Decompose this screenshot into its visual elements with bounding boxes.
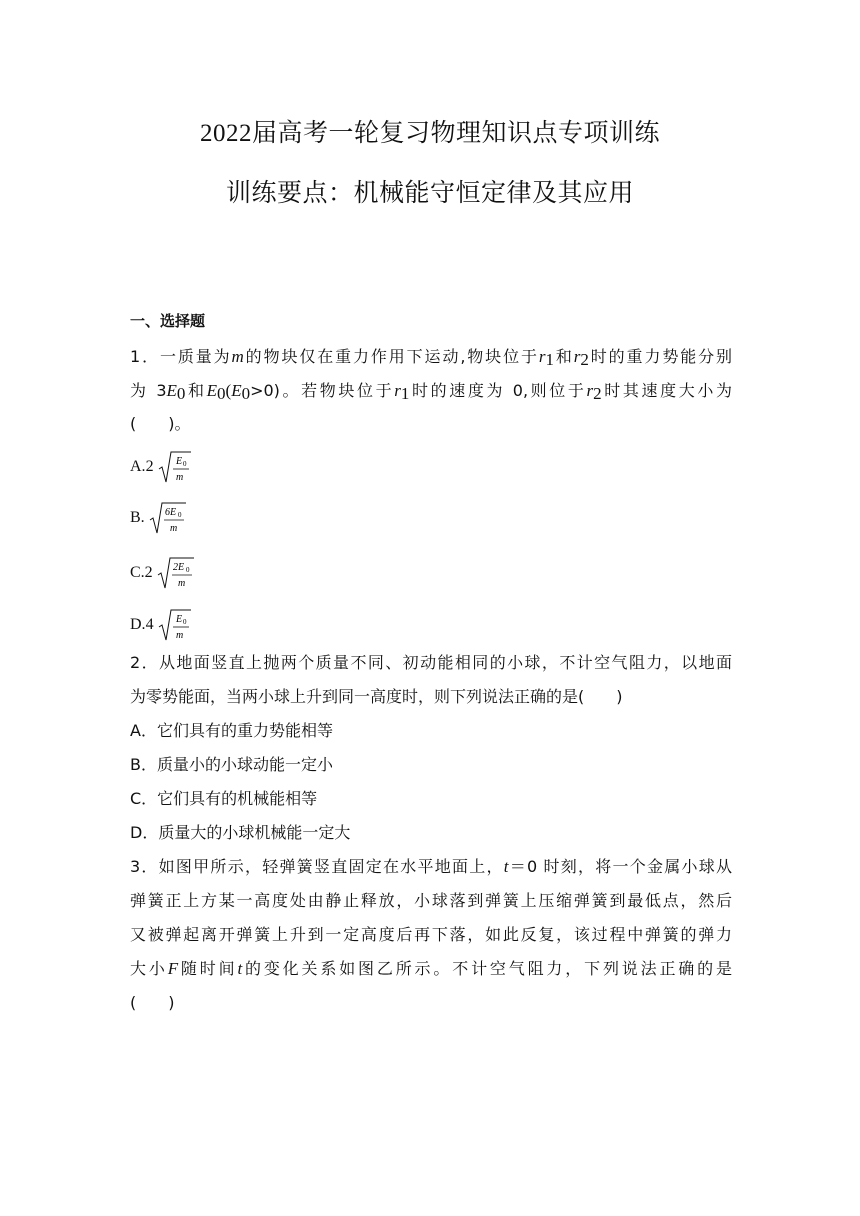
- svg-text:0: 0: [185, 566, 190, 574]
- q2-line-2: 为零势能面，当两小球上升到同一高度时，则下列说法正确的是( ): [130, 687, 623, 706]
- q1-option-d: D.4 E 0 m: [130, 608, 192, 642]
- q2-option-c: C．它们具有的机械能相等: [130, 789, 318, 808]
- svg-text:m: m: [177, 578, 185, 589]
- q1-option-a: A.2 E 0 m: [130, 450, 192, 484]
- q1-line-1: 1．一质量为m的物块仅在重力作用下运动,物块位于$r_1$和$r_2$时的重力势能分别: [130, 347, 732, 369]
- q3-line-3: 又被弹起离开弹簧上升到一定高度后再下落，如此反复，该过程中弹簧的弹力: [130, 925, 732, 944]
- q2-line-1: 2．从地面竖直上抛两个质量不同、初动能相同的小球，不计空气阻力，以地面: [130, 653, 732, 672]
- q3-line-4: 大小F随时间t的变化关系如图乙所示。不计空气阻力，下列说法正确的是: [130, 959, 732, 978]
- q3-line-1: 3．如图甲所示，轻弹簧竖直固定在水平地面上，t＝0 时刻，将一个金属小球从: [130, 857, 732, 876]
- page-subtitle: 训练要点：机械能守恒定律及其应用: [225, 178, 634, 207]
- svg-text:6E: 6E: [164, 507, 176, 518]
- q1-line-2: 为 $3E_0$和$E_0(E_0>0)$。若物块位于$r_1$时的速度为 0,则位于$r_2$时其速度大小为: [130, 381, 732, 403]
- q3-line-2: 弹簧正上方某一高度处由静止释放，小球落到弹簧上压缩弹簧到最低点，然后: [130, 891, 732, 910]
- svg-text:E: E: [175, 614, 182, 625]
- svg-text:0: 0: [177, 511, 182, 519]
- q1-line-3: ( )。: [130, 414, 191, 433]
- q1-option-c: C.2 2E 0 m: [130, 556, 195, 590]
- sqrt-fraction-c: [157, 556, 195, 590]
- svg-text:m: m: [175, 472, 183, 483]
- svg-text:0: 0: [182, 460, 187, 468]
- q2-option-b: B．质量小的小球动能一定小: [130, 755, 333, 774]
- sqrt-fraction-b: [149, 501, 187, 535]
- svg-text:0: 0: [182, 618, 187, 626]
- svg-text:m: m: [175, 630, 183, 641]
- q2-option-a: A．它们具有的重力势能相等: [130, 721, 333, 740]
- section-heading: 一、选择题: [130, 312, 206, 330]
- svg-text:m: m: [169, 523, 177, 534]
- q2-option-d: D．质量大的小球机械能一定大: [130, 823, 351, 842]
- svg-text:E: E: [175, 456, 182, 467]
- page-title: 2022届高考一轮复习物理知识点专项训练: [199, 120, 660, 147]
- svg-text:2E: 2E: [172, 562, 184, 573]
- q1-option-b: B. 6E 0 m: [130, 501, 187, 535]
- sqrt-fraction-a: [158, 450, 192, 484]
- sqrt-fraction-d: [158, 608, 192, 642]
- q3-line-5: ( ): [130, 993, 175, 1012]
